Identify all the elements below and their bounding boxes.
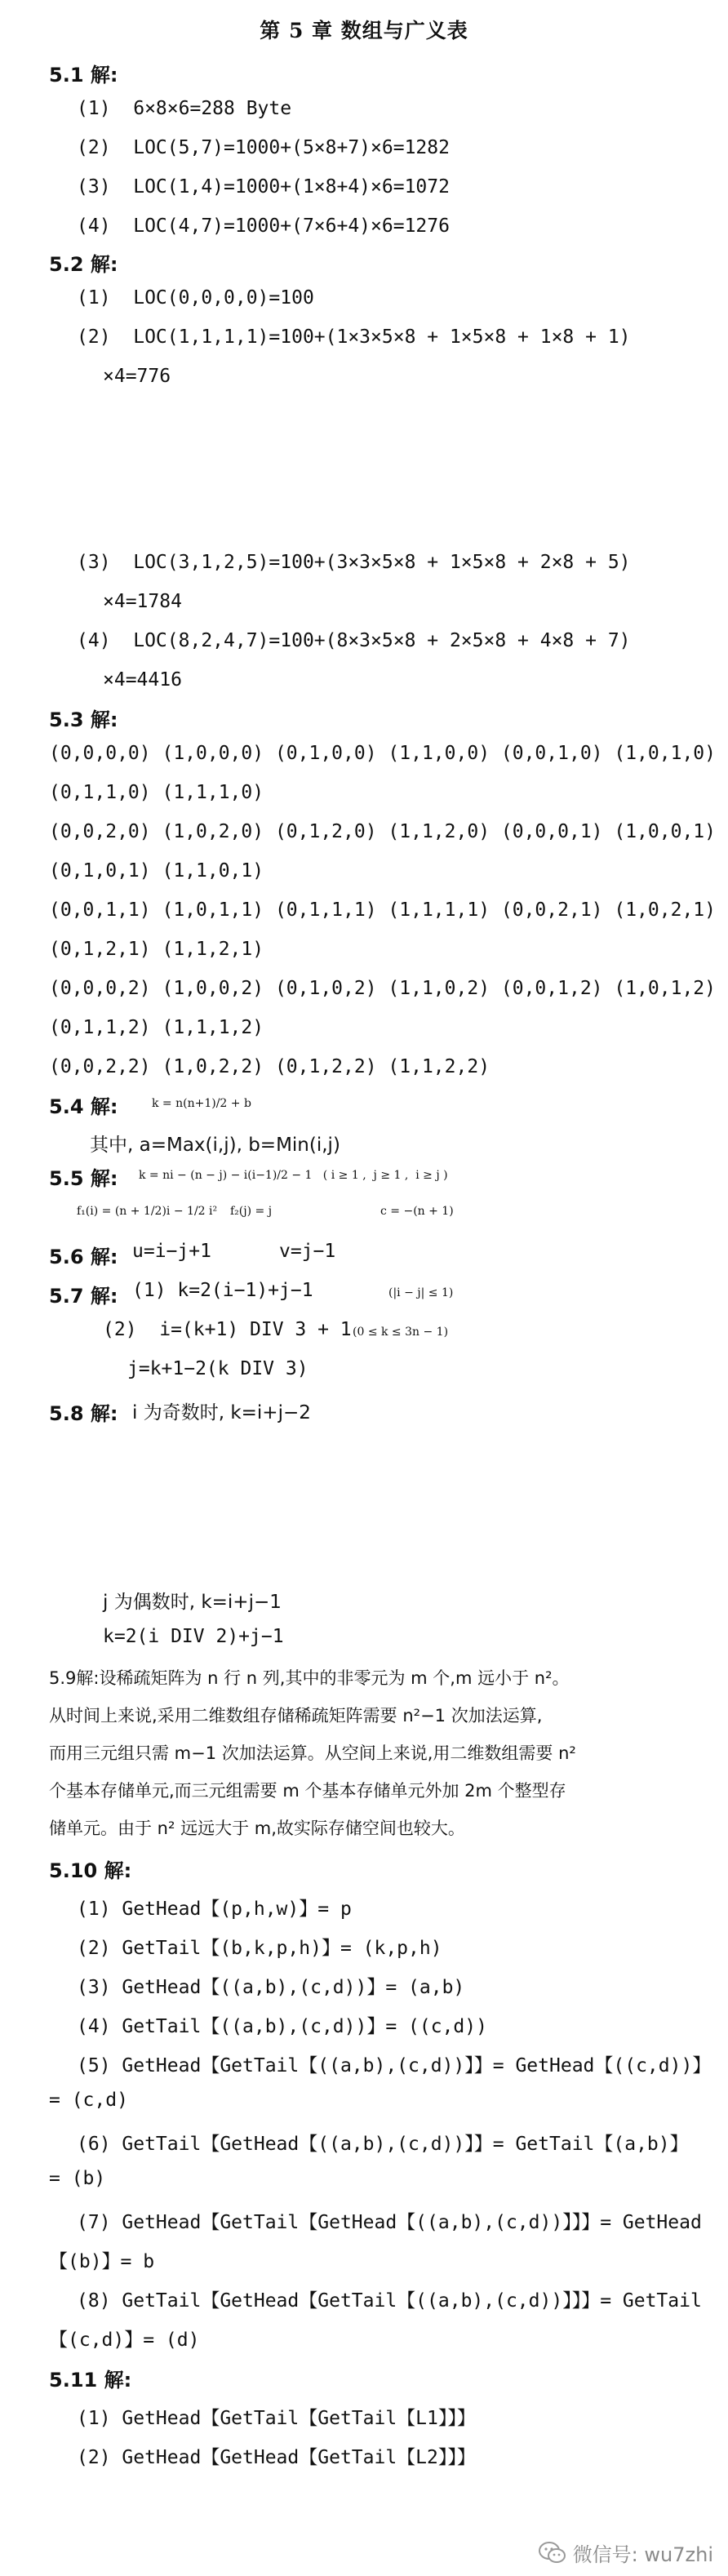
s57-line-1: (1) k=2(i−1)+j−1 — [132, 1280, 313, 1301]
s53-row: (0,0,2,0) (1,0,2,0) (0,1,2,0) (1,1,2,0) (0,0,0,1) (1,0,0,1) — [49, 821, 716, 842]
s52-line-1: (1) LOC(0,0,0,0)=100 — [77, 287, 314, 309]
s510-line-6-cont: = (b) — [49, 2168, 106, 2189]
s510-line-8: (8) GetTail【GetHead【GetTail【((a,b),(c,d))】】】= GetTail — [77, 2290, 702, 2312]
section-5-6-heading: 5.6 解: — [49, 1246, 118, 1268]
s510-line-6: (6) GetTail【GetHead【((a,b),(c,d))】】= GetTail【(a,b)】 — [77, 2134, 689, 2155]
section-5-10-heading: 5.10 解: — [49, 1859, 132, 1882]
section-5-11-heading: 5.11 解: — [49, 2369, 132, 2392]
watermark — [539, 2538, 713, 2567]
s57-cond-2: (0 ≤ k ≤ 3n − 1) — [353, 1326, 449, 1339]
s510-line-5: (5) GetHead【GetTail【((a,b),(c,d))】】= GetHead【((c,d))】 — [77, 2055, 712, 2076]
s51-line-3: (3) LOC(1,4)=1000+(1×8+4)×6=1072 — [77, 176, 450, 198]
wechat-icon — [539, 2541, 566, 2565]
section-5-4-heading: 5.4 解: — [49, 1095, 118, 1118]
section-5-3-heading: 5.3 解: — [49, 708, 118, 731]
s511-line-2: (2) GetHead【GetHead【GetTail【L2】】】 — [77, 2447, 476, 2468]
s56-body: u=i−j+1 v=j−1 — [132, 1241, 336, 1262]
s53-row: (0,0,2,2) (1,0,2,2) (0,1,2,2) (1,1,2,2) — [49, 1056, 491, 1077]
section-5-8-heading: 5.8 解: — [49, 1402, 118, 1425]
s510-line-1: (1) GetHead【(p,h,w)】= p — [77, 1899, 352, 1920]
s59-line: 储单元。由于 n² 远远大于 m,故实际存储空间也较大。 — [49, 1819, 465, 1838]
s52-line-3: (3) LOC(3,1,2,5)=100+(3×3×5×8 + 1×5×8 + 2×8 + 5) — [77, 552, 631, 573]
s59-line: 而用三元组只需 m−1 次加法运算。从空间上来说,用二维数组需要 n² — [49, 1743, 576, 1763]
s510-line-2: (2) GetTail【(b,k,p,h)】= (k,p,h) — [77, 1938, 442, 1959]
s52-line-2: (2) LOC(1,1,1,1)=100+(1×3×5×8 + 1×5×8 + 1×8 + 1) — [77, 326, 631, 348]
s55-f1: f₁(i) = (n + 1/2)i − 1/2 i² — [77, 1205, 218, 1218]
s51-line-4: (4) LOC(4,7)=1000+(7×6+4)×6=1276 — [77, 215, 450, 237]
s53-row: (0,0,0,2) (1,0,0,2) (0,1,0,2) (1,1,0,2) (0,0,1,2) (1,0,1,2) — [49, 978, 716, 999]
s510-line-3: (3) GetHead【((a,b),(c,d))】= (a,b) — [77, 1977, 465, 1998]
s53-row: (0,0,1,1) (1,0,1,1) (0,1,1,1) (1,1,1,1) (0,0,2,1) (1,0,2,1) — [49, 899, 716, 921]
s58-line-2: j 为偶数时, k=i+j−1 — [103, 1592, 282, 1613]
s510-line-4: (4) GetTail【((a,b),(c,d))】= ((c,d)) — [77, 2016, 487, 2037]
s510-line-7: (7) GetHead【GetTail【GetHead【((a,b),(c,d))】】】= GetHead — [77, 2212, 702, 2233]
s53-row: (0,1,0,1) (1,1,0,1) — [49, 860, 264, 882]
s57-line-3: j=k+1−2(k DIV 3) — [127, 1358, 309, 1379]
s510-line-5-cont: = (c,d) — [49, 2090, 128, 2111]
watermark-label: 微信号: wu7zhi — [572, 2543, 713, 2566]
s53-row: (0,1,1,0) (1,1,1,0) — [49, 782, 264, 803]
s55-c: c = −(n + 1) — [380, 1205, 454, 1218]
s53-row: (0,1,2,1) (1,1,2,1) — [49, 939, 264, 960]
s510-line-8-cont: 【(c,d)】= (d) — [49, 2330, 200, 2351]
s59-line: 5.9解:设稀疏矩阵为 n 行 n 列,其中的非零元为 m 个,m 远小于 n²。 — [49, 1668, 570, 1688]
section-5-1-heading: 5.1 解: — [49, 64, 118, 87]
s59-line: 从时间上来说,采用二维数组存储稀疏矩阵需要 n²−1 次加法运算, — [49, 1706, 543, 1725]
s510-line-7-cont: 【(b)】= b — [49, 2251, 155, 2272]
s54-line-1: 其中, a=Max(i,j), b=Min(i,j) — [90, 1135, 340, 1156]
s53-row: (0,0,0,0) (1,0,0,0) (0,1,0,0) (1,1,0,0) (0,0,1,0) (1,0,1,0) — [49, 743, 716, 764]
s52-line-2-cont: ×4=776 — [103, 366, 171, 387]
s52-line-4: (4) LOC(8,2,4,7)=100+(8×3×5×8 + 2×5×8 + 4×8 + 7) — [77, 630, 631, 651]
s55-formula: k = ni − (n − j) − i(i−1)/2 − 1 ( i ≥ 1 , j ≥ 1 , i ≥ j ) — [139, 1169, 448, 1182]
s55-f2: f₂(j) = j — [230, 1205, 273, 1218]
s52-line-3-cont: ×4=1784 — [103, 591, 182, 612]
chapter-title: 第 5 章 数组与广义表 — [260, 19, 468, 42]
s59-line: 个基本存储单元,而三元组需要 m 个基本存储单元外加 2m 个整型存 — [49, 1781, 566, 1801]
s57-cond-1: (|i − j| ≤ 1) — [388, 1286, 454, 1299]
s51-line-2: (2) LOC(5,7)=1000+(5×8+7)×6=1282 — [77, 137, 450, 158]
s53-row: (0,1,1,2) (1,1,1,2) — [49, 1017, 264, 1038]
s54-formula: k = n(n+1)/2 + b — [152, 1097, 251, 1110]
s511-line-1: (1) GetHead【GetTail【GetTail【L1】】】 — [77, 2408, 476, 2429]
s58-line-3: k=2(i DIV 2)+j−1 — [103, 1626, 284, 1647]
section-5-5-heading: 5.5 解: — [49, 1167, 118, 1190]
s52-line-4-cont: ×4=4416 — [103, 669, 182, 691]
s58-line-1: i 为奇数时, k=i+j−2 — [132, 1402, 311, 1423]
section-5-2-heading: 5.2 解: — [49, 253, 118, 276]
section-5-7-heading: 5.7 解: — [49, 1285, 118, 1308]
s57-line-2: (2) i=(k+1) DIV 3 + 1 — [103, 1319, 352, 1340]
s51-line-1: (1) 6×8×6=288 Byte — [77, 98, 292, 119]
